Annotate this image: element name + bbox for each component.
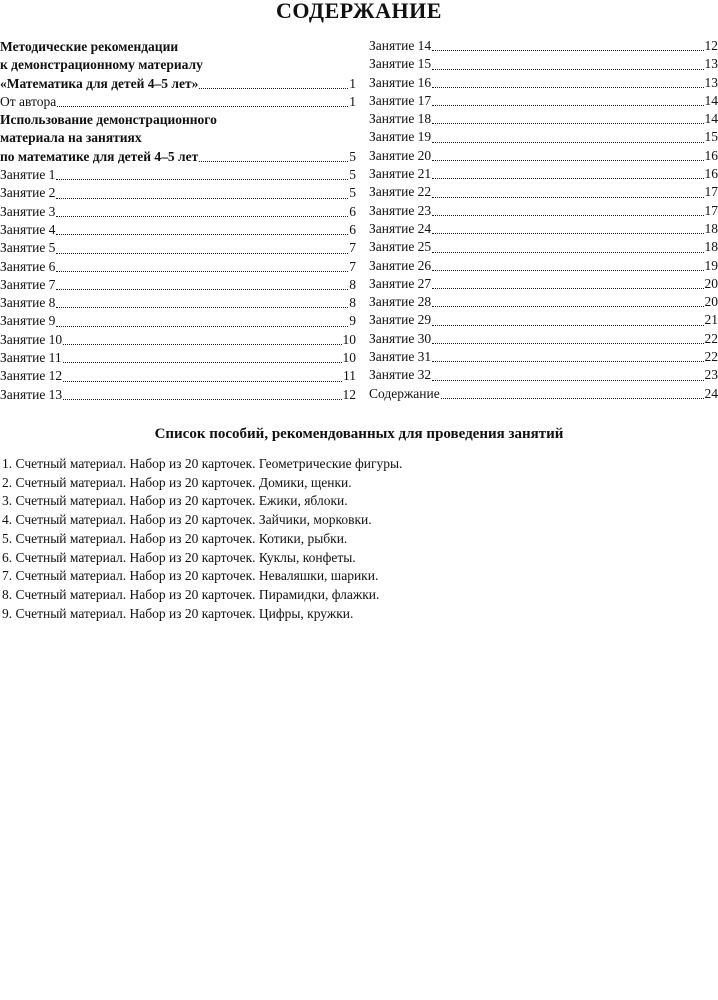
toc-entry-title: Занятие 21 (369, 166, 432, 182)
toc-entry (369, 92, 718, 110)
dot-leader (199, 88, 348, 89)
toc-entry-title: Занятие 9 (0, 313, 56, 329)
toc-entry-page: 20 (704, 275, 718, 291)
toc-entry-title: Занятие 14 (369, 38, 432, 53)
toc-entry (369, 275, 718, 293)
toc-entry-title: Занятие 25 (369, 239, 432, 255)
toc-heading-line: Методические рекомендации (0, 39, 179, 54)
toc-entry (0, 294, 356, 312)
toc-entry-page: 12 (704, 38, 718, 53)
toc-entry-page: 22 (704, 349, 718, 365)
manual-item: 6. Счетный материал. Набор из 20 карточек. Куклы, конфеты. (2, 549, 356, 565)
toc-entry-page: 10 (342, 331, 356, 347)
toc-entry (0, 312, 356, 330)
toc-entry (369, 238, 718, 256)
dot-leader (432, 87, 703, 88)
dot-leader (56, 198, 348, 199)
toc-entry-page: 22 (704, 330, 718, 346)
dot-leader (432, 343, 703, 344)
dot-leader (432, 197, 703, 198)
toc-entry-title: Занятие 15 (369, 56, 432, 72)
manual-item: 3. Счетный материал. Набор из 20 карточек. Ежики, яблоки. (2, 493, 348, 509)
toc-heading-line: материала на занятиях (0, 130, 142, 146)
toc-entry-page: 5 (349, 167, 356, 183)
dot-leader (441, 398, 704, 399)
toc-entry-page: 14 (704, 111, 718, 127)
dot-leader (432, 288, 703, 289)
manual-item: 2. Счетный материал. Набор из 20 карточек. Домики, щенки. (2, 474, 352, 490)
dot-leader (432, 178, 703, 179)
toc-entry-title: по математике для детей 4–5 лет (0, 148, 199, 164)
dot-leader (56, 289, 348, 290)
toc-entry (369, 183, 718, 201)
toc-entry-page: 19 (704, 257, 718, 273)
dot-leader (63, 344, 341, 345)
dot-leader (432, 252, 703, 253)
toc-entry-page: 5 (349, 185, 356, 201)
dot-leader (56, 253, 348, 254)
dot-leader (432, 123, 703, 124)
toc-entry (369, 257, 718, 275)
toc-entry-page: 5 (349, 148, 356, 164)
toc-entry-page: 6 (349, 203, 356, 219)
dot-leader (56, 216, 348, 217)
toc-entry-title: Занятие 7 (0, 276, 56, 292)
dot-leader (63, 362, 342, 363)
toc-entry-title: Занятие 1 (0, 167, 56, 183)
toc-entry (0, 203, 356, 221)
toc-entry-page: 17 (704, 202, 718, 218)
manual-item: 8. Счетный материал. Набор из 20 карточек. Пирамидки, флажки. (2, 586, 380, 602)
toc-entry-page: 8 (349, 295, 356, 311)
toc-entry-title: Занятие 17 (369, 92, 432, 108)
toc-heading-line: Использование демонстрационного (0, 112, 217, 128)
toc-entry-title: Занятие 4 (0, 221, 56, 237)
toc-entry-title: Занятие 22 (369, 184, 432, 200)
toc-entry-title: Занятие 26 (369, 257, 432, 273)
toc-left-column (0, 38, 356, 404)
toc-entry (0, 367, 356, 385)
toc-entry-page: 1 (349, 75, 356, 91)
toc-entry-page: 18 (704, 220, 718, 236)
manual-item: 5. Счетный материал. Набор из 20 карточек. Котики, рыбки. (2, 530, 348, 546)
toc-entry (369, 37, 718, 55)
toc-entry-title: Занятие 28 (369, 294, 432, 310)
toc-entry-page: 17 (704, 184, 718, 200)
dot-leader (56, 234, 348, 235)
toc-entry-title: Занятие 19 (369, 129, 432, 145)
toc-entry (369, 311, 718, 329)
toc-entry-page: 9 (349, 313, 356, 329)
toc-entry (0, 258, 356, 276)
dot-leader (432, 142, 703, 143)
dot-leader (63, 381, 342, 382)
dot-leader (432, 69, 703, 70)
dot-leader (56, 179, 348, 180)
toc-lesson-list (369, 37, 718, 403)
toc-right-column (369, 37, 718, 403)
toc-entry-title: Занятие 31 (369, 349, 432, 365)
dot-leader (432, 50, 703, 51)
dot-leader (432, 306, 703, 307)
toc-entry-page: 20 (704, 294, 718, 310)
toc-entry-title: Занятие 30 (369, 330, 432, 346)
toc-entry-page: 23 (704, 367, 718, 383)
toc-entry-page: 21 (704, 312, 718, 328)
page-title: СОДЕРЖАНИЕ (276, 0, 442, 23)
toc-entry (369, 330, 718, 348)
toc-entry-title: «Математика для детей 4–5 лет» (0, 75, 199, 91)
manual-item: 1. Счетный материал. Набор из 20 карточек. Геометрические фигуры. (2, 456, 403, 471)
toc-entry-title: Занятие 3 (0, 203, 56, 219)
toc-entry-title: Занятие 27 (369, 275, 432, 291)
toc-entry-page: 7 (349, 240, 356, 256)
dot-leader (56, 326, 348, 327)
toc-entry (369, 110, 718, 128)
toc-entry (0, 184, 356, 202)
toc-entry (0, 93, 356, 111)
toc-entry-page: 16 (704, 166, 718, 182)
toc-entry (369, 348, 718, 366)
toc-entry (0, 148, 356, 166)
toc-entry (0, 221, 356, 239)
toc-entry-page: 11 (343, 368, 356, 384)
manual-item: 4. Счетный материал. Набор из 20 карточек. Зайчики, морковки. (2, 512, 372, 528)
toc-entry (0, 349, 356, 367)
toc-entry-page: 7 (349, 258, 356, 274)
toc-entry-page: 18 (704, 239, 718, 255)
toc-entry-title: Занятие 29 (369, 312, 432, 328)
toc-entry-title: Занятие 11 (0, 350, 62, 366)
toc-entry-title: Занятие 24 (369, 220, 432, 236)
toc-entry (369, 385, 718, 403)
toc-entry-title: Содержание (369, 385, 440, 401)
toc-entry (0, 331, 356, 349)
dot-leader (432, 215, 703, 216)
manual-item: 7. Счетный материал. Набор из 20 карточек. Неваляшки, шарики. (2, 568, 379, 584)
toc-entry-page: 6 (349, 221, 356, 237)
dot-leader (63, 399, 341, 400)
manuals-list (2, 455, 702, 623)
toc-entry-title: Занятие 32 (369, 367, 432, 383)
dot-leader (432, 361, 703, 362)
toc-entry-page: 15 (704, 129, 718, 145)
toc-entry (369, 74, 718, 92)
dot-leader (199, 161, 348, 162)
toc-entry-page: 14 (704, 92, 718, 108)
toc-heading-line: к демонстрационному материалу (0, 57, 203, 73)
toc-entry (369, 293, 718, 311)
toc-lesson-list (0, 166, 356, 404)
toc-entry (0, 239, 356, 257)
toc-entry (0, 166, 356, 184)
toc-entry (369, 220, 718, 238)
toc-entry-title: Занятие 6 (0, 258, 56, 274)
dot-leader (432, 270, 703, 271)
dot-leader (432, 105, 703, 106)
toc-entry-title: От автора (0, 93, 57, 109)
toc-entry-title: Занятие 16 (369, 74, 432, 90)
dot-leader (56, 307, 348, 308)
dot-leader (432, 160, 703, 161)
toc-entry-title: Занятие 2 (0, 185, 56, 201)
toc-entry (0, 386, 356, 404)
dot-leader (432, 325, 703, 326)
dot-leader (56, 271, 348, 272)
toc-entry-title: Занятие 5 (0, 240, 56, 256)
toc-entry (369, 202, 718, 220)
toc-entry (369, 128, 718, 146)
toc-entry (0, 276, 356, 294)
toc-entry-title: Занятие 8 (0, 295, 56, 311)
toc-entry (369, 55, 718, 73)
dot-leader (57, 106, 348, 107)
toc-entry-title: Занятие 20 (369, 147, 432, 163)
toc-entry-page: 13 (704, 56, 718, 72)
toc-entry-page: 10 (342, 350, 356, 366)
toc-entry-title: Занятие 10 (0, 331, 63, 347)
dot-leader (432, 380, 703, 381)
toc-entry-title: Занятие 12 (0, 368, 63, 384)
toc-entry-title: Занятие 18 (369, 111, 432, 127)
toc-entry-title: Занятие 13 (0, 386, 63, 402)
toc-entry-page: 24 (704, 385, 718, 401)
toc-entry (369, 366, 718, 384)
dot-leader (432, 233, 703, 234)
toc-entry (369, 165, 718, 183)
toc-entry-page: 1 (349, 93, 356, 109)
toc-entry-page: 12 (342, 386, 356, 402)
toc-entry-page: 16 (704, 147, 718, 163)
manual-item: 9. Счетный материал. Набор из 20 карточек. Цифры, кружки. (2, 605, 354, 621)
toc-entry-page: 13 (704, 74, 718, 90)
toc-entry (0, 75, 356, 93)
toc-entry (369, 147, 718, 165)
manuals-title: Список пособий, рекомендованных для проведения занятий (154, 426, 564, 442)
toc-entry-title: Занятие 23 (369, 202, 432, 218)
toc-entry-page: 8 (349, 276, 356, 292)
